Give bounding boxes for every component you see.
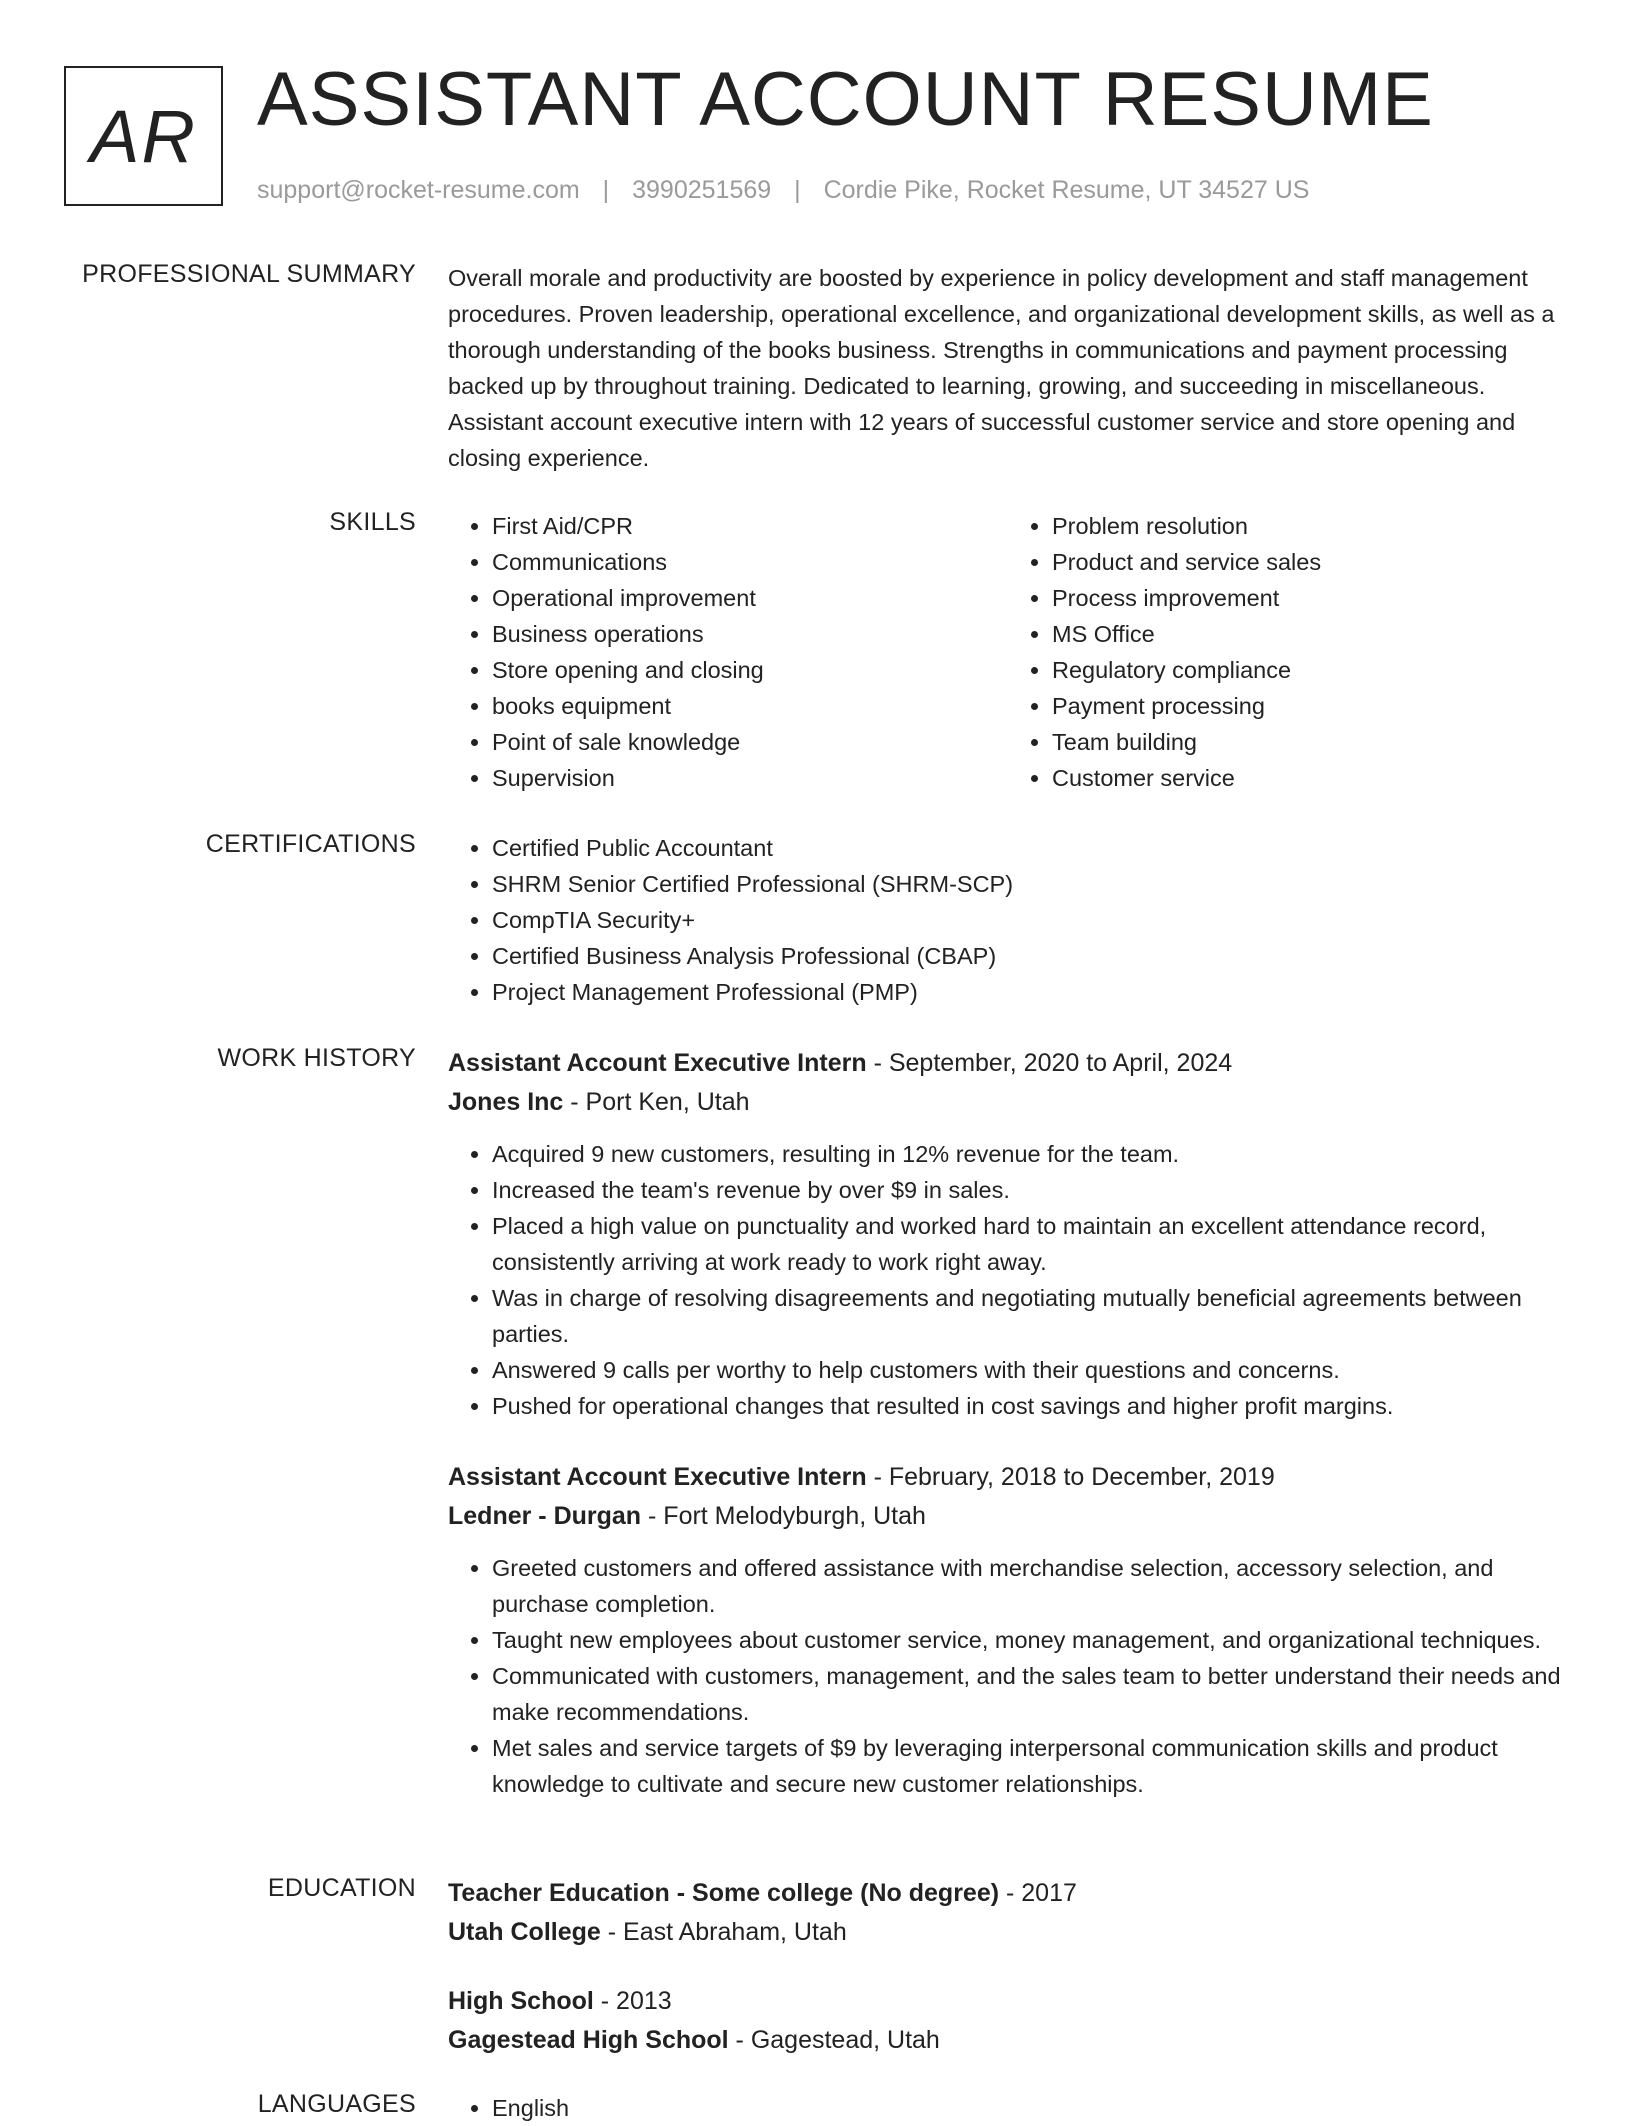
education-body bbox=[448, 1874, 1568, 2060]
job-bullet: • Answered 9 calls per worthy to help customers with their questions and concerns. bbox=[492, 1352, 1568, 1388]
degree-line bbox=[448, 1874, 1568, 1912]
skill-item: • Problem resolution bbox=[1052, 508, 1568, 544]
degree-line bbox=[448, 1982, 1568, 2020]
section-heading: LANGUAGES bbox=[257, 2090, 416, 2118]
job-company: Ledner - Durgan bbox=[448, 1502, 642, 1530]
contact-line bbox=[257, 176, 1309, 205]
monogram-logo: AR bbox=[64, 66, 223, 206]
languages-list bbox=[448, 2090, 1568, 2126]
skill-item: • MS Office bbox=[1052, 616, 1568, 652]
skill-item: • Customer service bbox=[1052, 760, 1568, 796]
skill-item: • Regulatory compliance bbox=[1052, 652, 1568, 688]
certification-item: • CompTIA Security+ bbox=[492, 902, 1568, 938]
skill-item: • Supervision bbox=[492, 760, 1008, 796]
skill-item: • Operational improvement bbox=[492, 580, 1008, 616]
job-bullet: • Acquired 9 new customers, resulting in 12% revenue for the team. bbox=[492, 1136, 1568, 1172]
job-dates: - September, 2020 to April, 2024 bbox=[866, 1049, 1233, 1077]
skill-item: • Payment processing bbox=[1052, 688, 1568, 724]
skill-item: • Team building bbox=[1052, 724, 1568, 760]
education-entry bbox=[448, 1982, 1568, 2060]
job-bullet: • Increased the team's revenue by over $9 in sales. bbox=[492, 1172, 1568, 1208]
degree-year: - 2013 bbox=[593, 1987, 672, 2015]
job-bullet: • Was in charge of resolving disagreements and negotiating mutually beneficial agreements between parties. bbox=[492, 1280, 1568, 1352]
skill-item: • Process improvement bbox=[1052, 580, 1568, 616]
certifications-body bbox=[448, 830, 1568, 1010]
school-line bbox=[448, 1912, 1568, 1952]
degree: Teacher Education - Some college (No degree) bbox=[448, 1879, 1000, 1907]
job-entry bbox=[448, 1044, 1568, 1424]
job-title: Assistant Account Executive Intern bbox=[448, 1049, 867, 1077]
skill-item: • Store opening and closing bbox=[492, 652, 1008, 688]
job-bullet: • Placed a high value on punctuality and worked hard to maintain an excellent attendance record, consistently arriving at work ready to work right away. bbox=[492, 1208, 1568, 1280]
skill-item: • Business operations bbox=[492, 616, 1008, 652]
school-location: - East Abraham, Utah bbox=[600, 1918, 847, 1946]
skills-body bbox=[448, 508, 1568, 796]
education-entry bbox=[448, 1874, 1568, 1952]
school-line bbox=[448, 2020, 1568, 2060]
job-bullet: • Met sales and service targets of $9 by leveraging interpersonal communication skills and product knowledge to cultivate and secure new customer relationships. bbox=[492, 1730, 1568, 1802]
contact-separator: | bbox=[794, 176, 801, 204]
contact-address: Cordie Pike, Rocket Resume, UT 34527 US bbox=[823, 176, 1310, 204]
contact-email[interactable]: support@rocket-resume.com bbox=[257, 176, 580, 204]
certifications-list bbox=[448, 830, 1568, 1010]
job-company-line bbox=[448, 1082, 1568, 1122]
skill-item: • First Aid/CPR bbox=[492, 508, 1008, 544]
job-dates: - February, 2018 to December, 2019 bbox=[866, 1463, 1275, 1491]
job-title-line bbox=[448, 1458, 1568, 1496]
certification-item: • Project Management Professional (PMP) bbox=[492, 974, 1568, 1010]
certification-item: • SHRM Senior Certified Professional (SHRM-SCP) bbox=[492, 866, 1568, 902]
section-heading: SKILLS bbox=[329, 508, 416, 536]
job-location: - Port Ken, Utah bbox=[563, 1088, 750, 1116]
summary-text: Overall morale and productivity are boosted by experience in policy development and staff management procedures. Proven leadership, operational excellence, and organizational development skills, as well as a thorough understanding of the books business. Strengths in communications and payment processing backed up by throughout training. Dedicated to learning, growing, and succeeding in miscellaneous. Assistant account executive intern with 12 years of successful customer service and store opening and closing experience. bbox=[448, 265, 1555, 471]
skills-list-right bbox=[1008, 508, 1568, 796]
section-heading: CERTIFICATIONS bbox=[205, 830, 416, 858]
job-company-line bbox=[448, 1496, 1568, 1536]
contact-separator: | bbox=[602, 176, 610, 204]
job-company: Jones Inc bbox=[448, 1088, 564, 1116]
section-heading: EDUCATION bbox=[267, 1874, 416, 1902]
resume-title: ASSISTANT ACCOUNT RESUME bbox=[257, 57, 1434, 142]
job-title-line bbox=[448, 1044, 1568, 1082]
school: Gagestead High School bbox=[448, 2026, 729, 2054]
certification-item: • Certified Business Analysis Professional (CBAP) bbox=[492, 938, 1568, 974]
job-bullets bbox=[448, 1550, 1568, 1802]
degree: High School bbox=[448, 1987, 594, 2015]
skill-item: • Communications bbox=[492, 544, 1008, 580]
skill-item: • Point of sale knowledge bbox=[492, 724, 1008, 760]
language-item: • English bbox=[492, 2090, 1568, 2126]
job-bullet: • Taught new employees about customer service, money management, and organizational techniques. bbox=[492, 1622, 1568, 1658]
contact-phone[interactable]: 3990251569 bbox=[632, 176, 772, 204]
certification-item: • Certified Public Accountant bbox=[492, 830, 1568, 866]
section-heading: WORK HISTORY bbox=[217, 1044, 416, 1072]
job-bullet: • Communicated with customers, management, and the sales team to better understand their needs and make recommendations. bbox=[492, 1658, 1568, 1730]
skills-list-left bbox=[448, 508, 1008, 796]
work-history-body bbox=[448, 1044, 1568, 1424]
job-title: Assistant Account Executive Intern bbox=[448, 1463, 867, 1491]
school: Utah College bbox=[448, 1918, 601, 1946]
section-heading: PROFESSIONAL SUMMARY bbox=[82, 260, 416, 288]
job-bullet: • Pushed for operational changes that resulted in cost savings and higher profit margins. bbox=[492, 1388, 1568, 1424]
languages-body bbox=[448, 2090, 1568, 2126]
summary-body bbox=[448, 260, 1568, 476]
work-history-body bbox=[448, 1458, 1568, 1802]
job-location: - Fort Melodyburgh, Utah bbox=[641, 1502, 926, 1530]
skill-item: • books equipment bbox=[492, 688, 1008, 724]
skill-item: • Product and service sales bbox=[1052, 544, 1568, 580]
job-bullets bbox=[448, 1136, 1568, 1424]
degree-year: - 2017 bbox=[999, 1879, 1077, 1907]
job-entry bbox=[448, 1458, 1568, 1802]
school-location: - Gagestead, Utah bbox=[728, 2026, 940, 2054]
job-bullet: • Greeted customers and offered assistance with merchandise selection, accessory selection, and purchase completion. bbox=[492, 1550, 1568, 1622]
